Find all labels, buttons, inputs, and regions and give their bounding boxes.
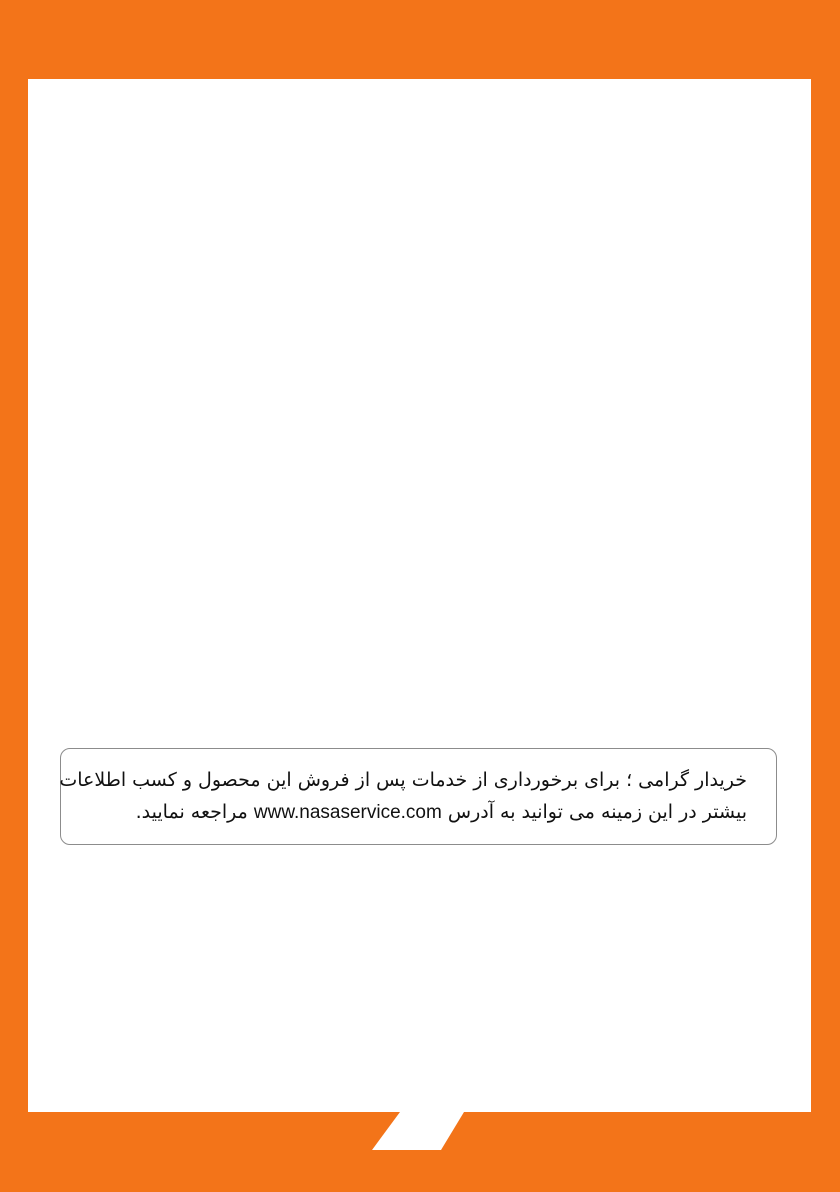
notice-line-2-end: مراجعه نمایید. xyxy=(135,801,248,823)
page-content-area xyxy=(28,79,811,1112)
after-sales-notice-box xyxy=(60,748,777,845)
service-website-link[interactable]: www.nasaservice.com xyxy=(253,802,442,823)
notice-line-2-start: بیشتر در این زمینه می توانید به آدرس xyxy=(447,801,747,823)
notice-line-2 xyxy=(90,796,747,829)
notice-line-1: خریدار گرامی ؛ برای برخورداری از خدمات پس از فروش این محصول و کسب اطلاعات xyxy=(59,769,747,791)
